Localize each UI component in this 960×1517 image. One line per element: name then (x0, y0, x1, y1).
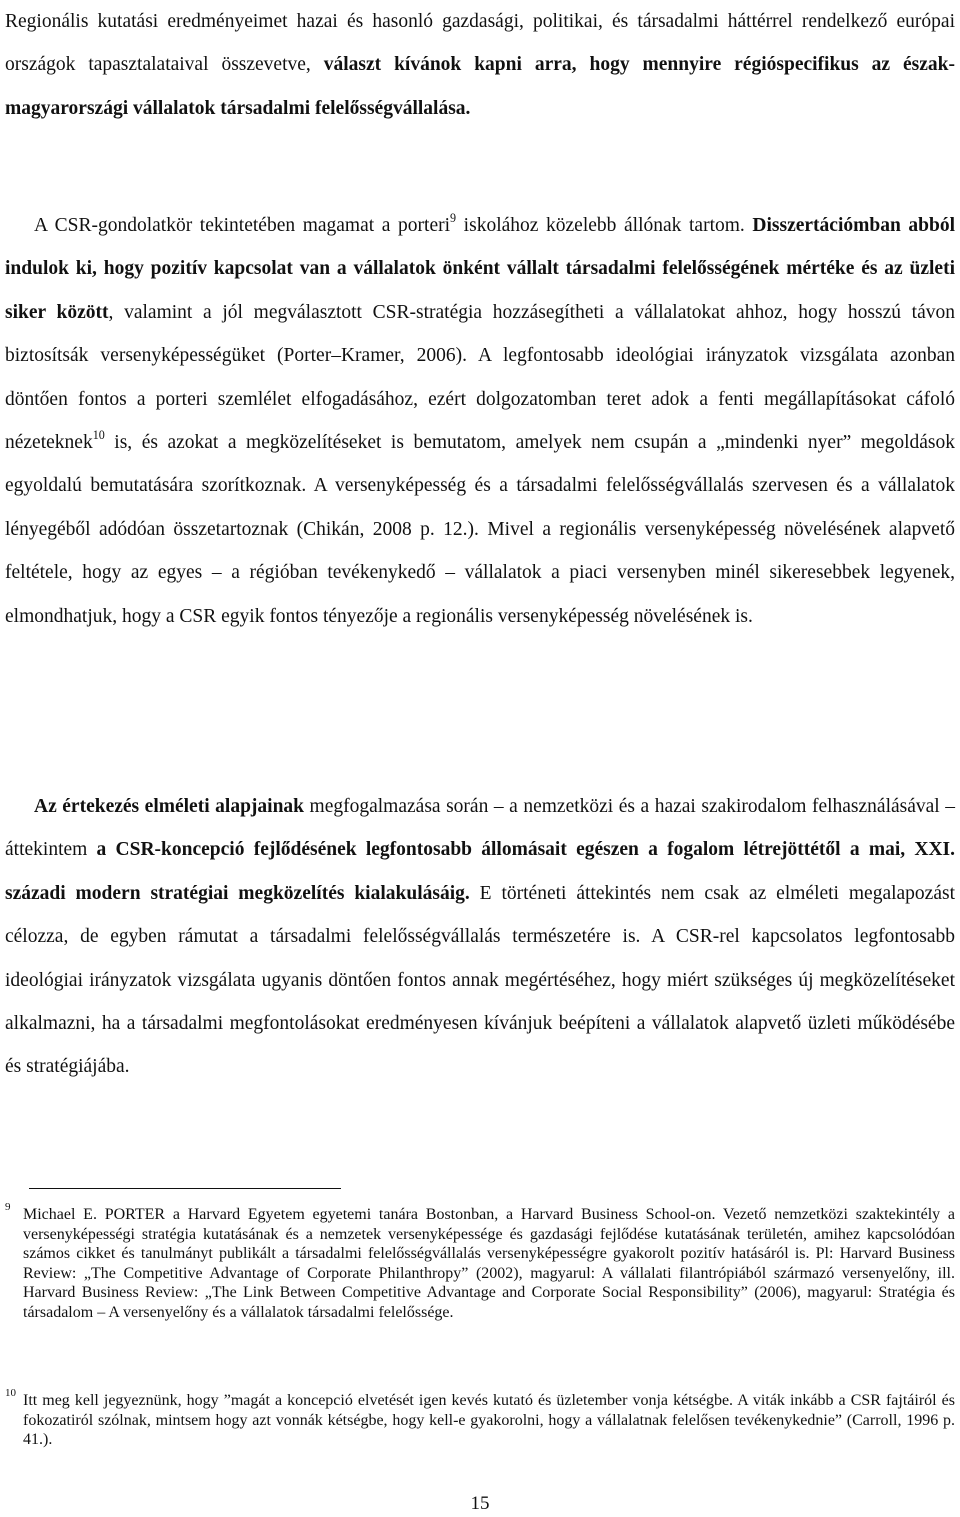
footnote-ref-10[interactable]: 10 (92, 427, 105, 442)
paragraph-2 (5, 204, 955, 638)
paragraph-2-bold: Disszertációmban abból indulok ki, hogy pozitív kapcsolat van a vállalatok önként vállalt társadalmi felelősségének mértéke és az üzleti siker között (5, 215, 956, 323)
page-number: 15 (470, 1493, 490, 1514)
footnote-divider (29, 1188, 341, 1189)
paragraph-2-text-2: iskolához közelebb állónak tartom. (456, 215, 753, 236)
footnote-mark-9: 9 (5, 1201, 11, 1213)
footnote-10-text: Itt meg kell jegyeznünk, hogy ”magát a koncepció elvetését igen kevés kutató és üzletember vonja kétségbe. A viták inkább a CSR fajtáiról és fokozatiról szólnak, mintsem hogy azt vonnák kétségbe, hogy kell-e gyakorolni, hogy a vállalatnak felelősen tevékenykednie” (Carroll, 1996 p. 41.). (23, 1392, 955, 1448)
paragraph-2-text-3: , valamint a jól megválasztott CSR-stratégia hozzásegítheti a vállalatokat ahhoz, hogy hosszú távon biztosítsák versenyképességüket (Porter–Kramer, 2006). A legfontosabb ideológiai irányzatok vizsgálata azonban döntően fontos a porteri szemlélet elfogadásához, ezért dolgozatomban teret adok a fenti megállapításokat cáfoló nézeteknek (5, 301, 956, 454)
paragraph-3 (5, 785, 955, 1089)
paragraph-1 (5, 0, 955, 130)
footnote-mark-10: 10 (5, 1387, 16, 1399)
footnote-9 (5, 1201, 955, 1322)
paragraph-2-text-1: A CSR-gondolatkör tekintetében magamat a porteri (34, 215, 451, 236)
footnote-ref-9[interactable]: 9 (450, 210, 457, 225)
paragraph-3-text-2: E történeti áttekintés nem csak az elméleti megalapozást célozza, de egyben rámutat a társadalmi felelősségvállalás természetére is. A CSR-rel kapcsolatos legfontosabb ideológiai irányzatok vizsgálata ugyanis döntően fontos annak megértéséhez, hogy miért szükséges új megközelítéseket alkalmazni, ha a társadalmi megfontolásokat eredményesen kívánjuk beépíteni a vállalatok alapvető üzleti működésébe és stratégiájába. (5, 882, 955, 1078)
paragraph-3-bold-1: Az értekezés elméleti alapjainak (34, 796, 305, 817)
footnote-10 (5, 1387, 955, 1450)
paragraph-3-text-1: megfogalmazása során – a nemzetközi és a hazai szakirodalom felhasználásával – áttekintem (5, 796, 955, 861)
footnote-9-text: Michael E. PORTER a Harvard Egyetem egyetemi tanára Bostonban, a Harvard Business School-on. Vezető nemzetközi szaktekintély a versenyképességi stratégia kutatásának és a nemzetek versenyképessége és gazdasági fejlődése kutatásának területén, amihez kapcsolódóan számos cikket és tanulmányt publikált a társadalmi felelősségvállalás versenyképességre gyakorolt pozitív hatásáról is. Pl: Harvard Business Review: „The Competitive Advantage of Corporate Philanthropy” (2002), magyarul: A vállalati filantrópiából származó versenyelőny, ill. Harvard Business Review: „The Link Between Competitive Advantage and Corporate Social Responsibility” (2006), magyarul: Stratégia és társadalom – A versenyelőny és a vállalatok társadalmi felelőssége. (23, 1206, 955, 1321)
paragraph-2-text-4: is, és azokat a megközelítéseket is bemutatom, amelyek nem csupán a „mindenki nyer” megoldások egyoldalú bemutatására szorítkoznak. A versenyképesség és a társadalmi felelősségvállalás szervesen és a vállalatok lényegéből adódóan összetartoznak (Chikán, 2008 p. 12.). Mivel a regionális versenyképesség növelésének alapvető feltétele, hogy az egyes – a régióban tevékenykedő – vállalatok a piaci versenyben minél sikeresebbek legyenek, elmondhatjuk, hogy a CSR egyik fontos tényezője a regionális versenyképesség növelésének is. (5, 432, 955, 627)
paragraph-1-bold: választ kívánok kapni arra, hogy mennyire régióspecifikus az észak-magyarországi vállalatok társadalmi felelősségvállalása. (5, 54, 955, 119)
paragraph-3-bold-2: a CSR-koncepció fejlődésének legfontosabb állomásait egészen a fogalom létrejöttétől a mai, XXI. századi modern stratégiai megközelítés kialakulásáig. (5, 839, 955, 904)
paragraph-1-text: Regionális kutatási eredményeimet hazai és hasonló gazdasági, politikai, és társadalmi háttérrel rendelkező európai országok tapasztalataival összevetve, (5, 11, 955, 76)
